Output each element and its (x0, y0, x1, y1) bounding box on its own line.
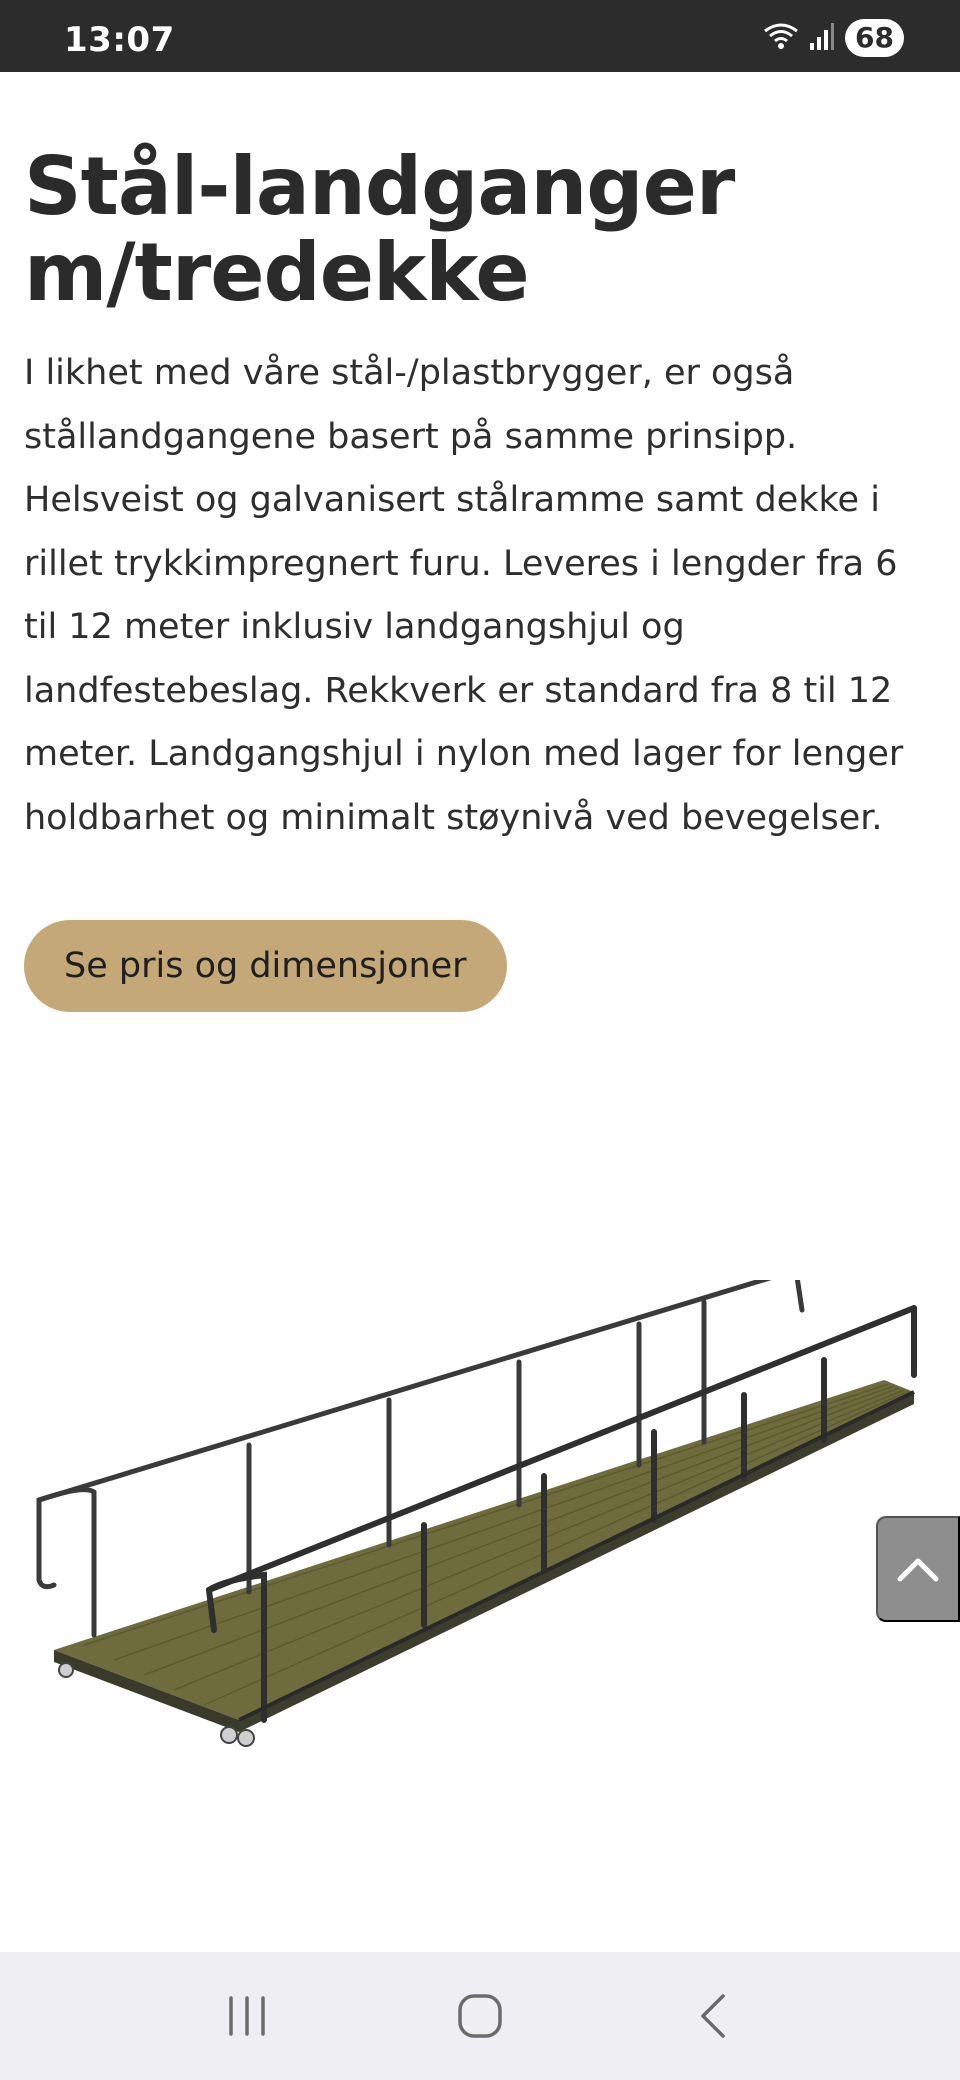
page-title: Stål-landganger m/tredekke (24, 140, 735, 319)
status-bar (0, 0, 960, 72)
status-icons (763, 18, 904, 58)
battery-icon: 68 (845, 19, 904, 57)
back-icon[interactable] (673, 1976, 753, 2056)
main-content (24, 72, 936, 850)
recent-apps-icon[interactable] (207, 1976, 287, 2056)
product-image (24, 1280, 936, 1750)
chevron-up-icon (896, 1553, 940, 1586)
see-price-button[interactable] (24, 920, 507, 1012)
scroll-to-top-button[interactable] (876, 1516, 960, 1622)
signal-icon (809, 21, 835, 56)
home-icon[interactable] (440, 1976, 520, 2056)
status-time: 13:07 (64, 20, 175, 60)
see-price-label: Se pris og dimensjoner (64, 946, 467, 986)
system-nav-bar (0, 1952, 960, 2080)
wifi-icon (763, 21, 799, 56)
product-description: I likhet med våre stål-/plastbrygger, er også stållandgangene basert på samme prinsipp. Helsveist og galvanisert stålramme samt dekke i rillet trykkimpregnert furu. Leveres i lengder fra 6 til 12 meter inklusiv landgangshjul og landfestebeslag. Rekkverk er standard fra 8 til 12 meter. Landgangshjul i nylon med lager for lenger holdbarhet og minimalt støynivå ved bevegelser. (24, 353, 904, 838)
